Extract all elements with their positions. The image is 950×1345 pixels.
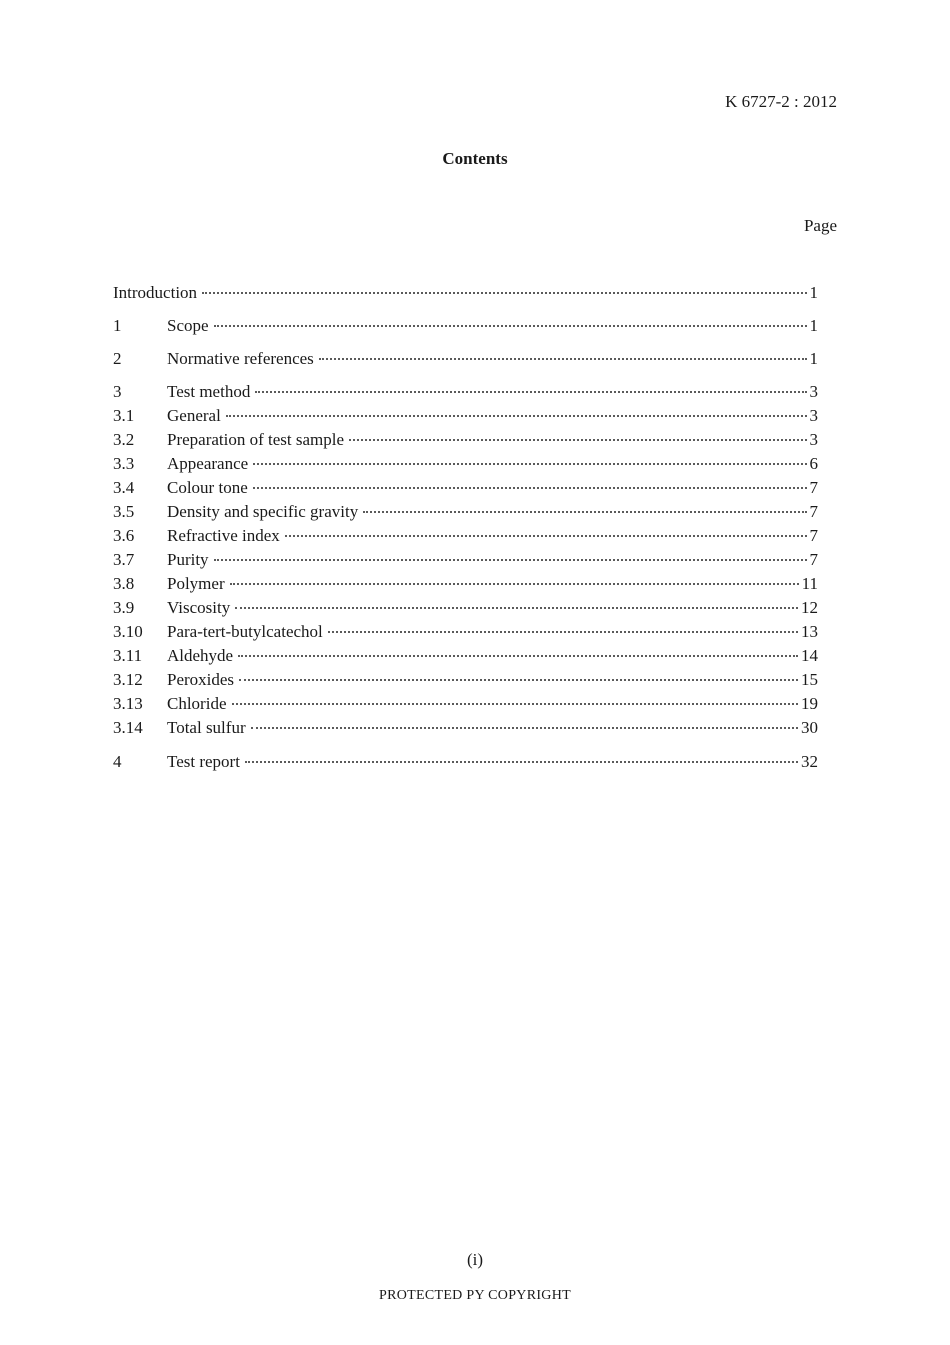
copyright-notice: PROTECTED PY COPYRIGHT (379, 1288, 571, 1303)
toc-number: 3 (113, 382, 122, 401)
toc-page-number: 30 (801, 718, 818, 737)
toc-number: 3.12 (113, 670, 143, 689)
toc-number: 4 (113, 752, 122, 771)
dot-leader (285, 535, 807, 537)
toc-label: Viscosity (167, 598, 231, 617)
toc-label: Introduction (113, 283, 198, 302)
toc-page-number: 32 (801, 752, 818, 771)
toc-number: 3.3 (113, 454, 135, 473)
toc-page-number: 1 (809, 349, 818, 368)
toc-page-number: 12 (801, 598, 818, 617)
dot-leader (255, 391, 806, 393)
toc-label: Aldehyde (167, 646, 234, 665)
toc-entry-4[interactable] (113, 752, 818, 776)
dot-leader (349, 439, 806, 441)
toc-page-number: 6 (809, 454, 818, 473)
dot-leader (202, 292, 806, 294)
toc-entry-3-1[interactable] (113, 406, 818, 430)
dot-leader (253, 487, 807, 489)
toc-number: 1 (113, 316, 122, 335)
dot-leader (230, 583, 799, 585)
toc-page-number: 11 (801, 574, 818, 593)
toc-number: 3.5 (113, 502, 135, 521)
table-of-contents (113, 283, 818, 776)
toc-entry-3-7[interactable] (113, 550, 818, 574)
toc-label: Peroxides (167, 670, 235, 689)
dot-leader (319, 358, 807, 360)
dot-leader (245, 761, 798, 763)
toc-entry-3-2[interactable] (113, 430, 818, 454)
toc-number: 3.11 (113, 646, 143, 665)
toc-page-number: 3 (809, 382, 818, 401)
toc-entry-3-5[interactable] (113, 502, 818, 526)
toc-page-number: 7 (809, 502, 818, 521)
dot-leader (214, 559, 807, 561)
toc-label: Refractive index (167, 526, 280, 545)
toc-number: 3.13 (113, 694, 143, 713)
dot-leader (239, 679, 798, 681)
toc-page-number: 3 (809, 430, 818, 449)
toc-entry-3-11[interactable] (113, 646, 818, 670)
toc-label: Chloride (167, 694, 227, 713)
toc-entry-3-9[interactable] (113, 598, 818, 622)
toc-number: 3.1 (113, 406, 135, 425)
toc-page-number: 15 (801, 670, 818, 689)
toc-entry-2[interactable] (113, 349, 818, 373)
dot-leader (253, 463, 806, 465)
dot-leader (363, 511, 806, 513)
toc-label: Density and specific gravity (167, 502, 359, 521)
dot-leader (238, 655, 798, 657)
toc-number: 2 (113, 349, 122, 368)
toc-entry-3[interactable] (113, 382, 818, 406)
toc-entry-3-14[interactable] (113, 718, 818, 742)
toc-number: 3.14 (113, 718, 143, 737)
toc-label: Polymer (167, 574, 225, 593)
dot-leader (232, 703, 799, 705)
toc-label: Test method (167, 382, 251, 401)
toc-label: Test report (167, 752, 240, 771)
toc-label: Scope (167, 316, 209, 335)
footer-page-number: (i) (466, 1250, 484, 1269)
dot-leader (214, 325, 807, 327)
toc-label: Colour tone (167, 478, 248, 497)
toc-number: 3.2 (113, 430, 135, 449)
toc-number: 3.4 (113, 478, 135, 497)
toc-number: 3.6 (113, 526, 135, 545)
toc-entry-3-10[interactable] (113, 622, 818, 646)
toc-label: Normative references (167, 349, 314, 368)
toc-number: 3.7 (113, 550, 135, 569)
toc-number: 3.8 (113, 574, 135, 593)
toc-page-number: 7 (809, 478, 818, 497)
toc-label: Para-tert-butylcatechol (167, 622, 323, 641)
toc-entry-3-12[interactable] (113, 670, 818, 694)
toc-page-number: 19 (801, 694, 818, 713)
toc-label: General (167, 406, 221, 425)
toc-page-number: 13 (801, 622, 818, 641)
toc-entry-1[interactable] (113, 316, 818, 340)
toc-entry-3-13[interactable] (113, 694, 818, 718)
toc-page-number: 14 (801, 646, 818, 665)
toc-entry-3-8[interactable] (113, 574, 818, 598)
toc-entry-3-4[interactable] (113, 478, 818, 502)
document-id: K 6727-2 : 2012 (725, 92, 837, 111)
toc-page-number: 7 (809, 550, 818, 569)
toc-page-number: 3 (809, 406, 818, 425)
dot-leader (235, 607, 798, 609)
toc-entry-introduction[interactable] (113, 283, 818, 307)
toc-number: 3.9 (113, 598, 135, 617)
toc-page-number: 1 (809, 283, 818, 302)
toc-entry-3-6[interactable] (113, 526, 818, 550)
toc-label: Total sulfur (167, 718, 246, 737)
toc-label: Appearance (167, 454, 249, 473)
toc-label: Purity (167, 550, 209, 569)
toc-label: Preparation of test sample (167, 430, 345, 449)
toc-page-number: 7 (809, 526, 818, 545)
dot-leader (226, 415, 807, 417)
page-column-label: Page (803, 216, 837, 235)
dot-leader (328, 631, 798, 633)
toc-number: 3.10 (113, 622, 143, 641)
toc-page-number: 1 (809, 316, 818, 335)
page-title: Contents (442, 149, 508, 168)
toc-entry-3-3[interactable] (113, 454, 818, 478)
dot-leader (251, 727, 798, 729)
